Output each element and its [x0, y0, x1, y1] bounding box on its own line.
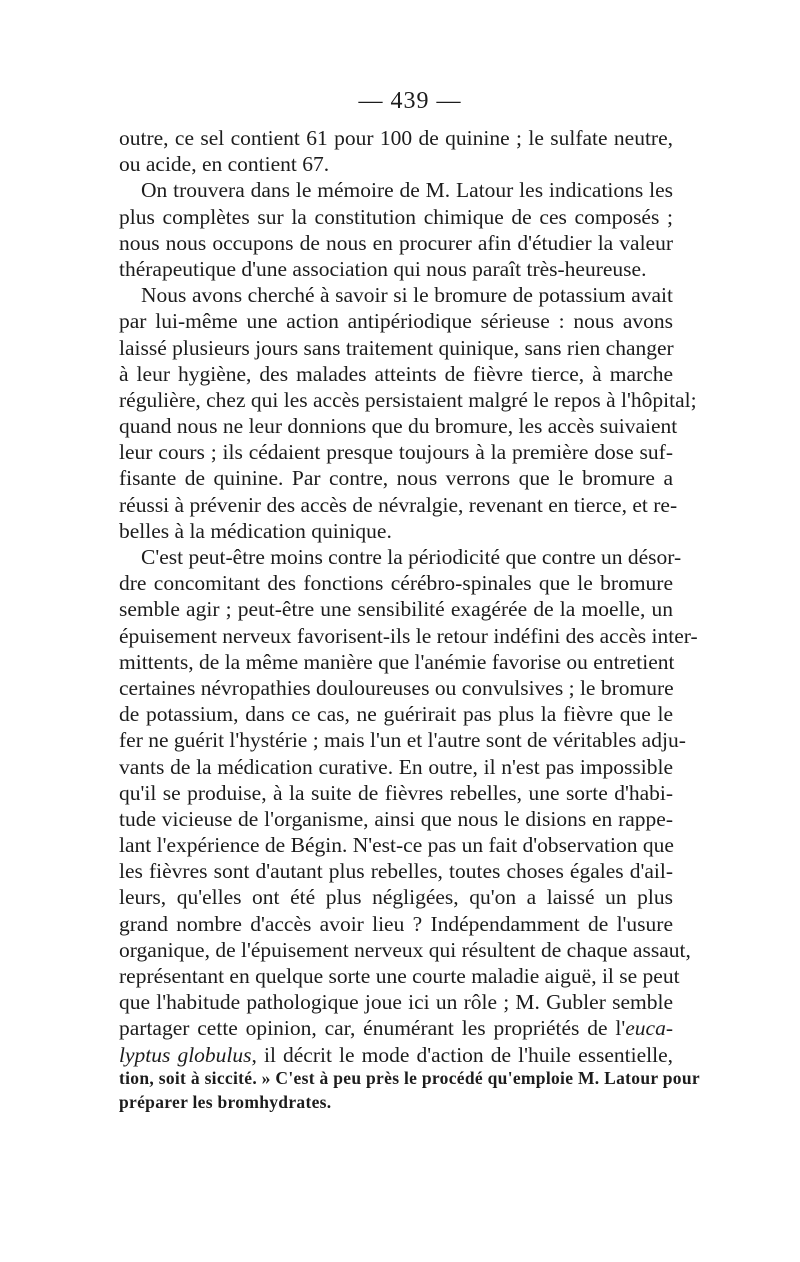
text-line: grand nombre d'accès avoir lieu ? Indépendamment de l'usure — [119, 911, 673, 936]
text-line: que l'habitude pathologique joue ici un rôle ; M. Gubler semble — [119, 990, 673, 1015]
text-line: de potassium, dans ce cas, ne guérirait pas plus la fièvre que le — [119, 702, 673, 727]
text-segment: partager cette opinion, car, énumérant les propriétés de l' — [119, 1016, 626, 1041]
text-line: lant l'expérience de Bégin. N'est-ce pas un fait d'observation que — [119, 833, 674, 858]
text-line: thérapeutique d'une association qui nous paraît très-heureuse. — [119, 256, 647, 281]
italic-term: euca- — [625, 1016, 673, 1041]
text-line: dre concomitant des fonctions cérébro-spinales que le bromure — [119, 571, 673, 596]
text-line: réussi à prévenir des accès de névralgie, revenant en tierce, et re- — [119, 492, 678, 517]
text-line: qu'il se produise, à la suite de fièvres rebelles, une sorte d'habi- — [119, 780, 673, 805]
text-line: laissé plusieurs jours sans traitement quinique, sans rien changer — [119, 335, 674, 360]
italic-term: lyptus globulus — [119, 1042, 252, 1067]
text-line: représentant en quelque sorte une courte maladie aiguë, il se peut — [119, 964, 680, 988]
text-line: régulière, chez qui les accès persistaient malgré le repos à l'hôpital; — [119, 387, 697, 412]
text-line: fisante de quinine. Par contre, nous verrons que le bromure a — [119, 466, 673, 491]
text-line: leurs, qu'elles ont été plus négligées, qu'on a laissé un plus — [119, 885, 673, 910]
text-line: vants de la médication curative. En outre, il n'est pas impossible — [119, 754, 673, 779]
text-line: semble agir ; peut-être une sensibilité exagérée de la moelle, un — [119, 597, 673, 622]
page-number: — 439 — — [358, 88, 462, 114]
text-line: On trouvera dans le mémoire de M. Latour les indications les — [141, 178, 673, 203]
text-line: par lui-même une action antipériodique sérieuse : nous avons — [119, 309, 673, 334]
text-line: fer ne guérit l'hystérie ; mais l'un et l'autre sont de véritables adju- — [119, 728, 686, 753]
text-line: belles à la médication quinique. — [119, 518, 392, 543]
main-text — [119, 125, 698, 1068]
footnote — [119, 1066, 700, 1114]
text-line: organique, de l'épuisement nerveux qui résultent de chaque assaut, — [119, 937, 691, 962]
text-line: C'est peut-être moins contre la périodicité que contre un désor- — [141, 545, 682, 569]
text-line: les fièvres sont d'autant plus rebelles, toutes choses égales d'ail- — [119, 859, 673, 884]
text-line: mittents, de la même manière que l'anémie favorise ou entretient — [119, 649, 675, 674]
text-line: à leur hygiène, des malades atteints de fièvre tierce, à marche — [119, 361, 673, 386]
text-line — [119, 1042, 673, 1068]
text-segment: , il décrit le mode d'action de l'huile essentielle, — [251, 1042, 673, 1067]
text-line — [119, 1015, 673, 1041]
text-line: leur cours ; ils cédaient presque toujours à la première dose suf- — [119, 440, 673, 465]
text-line: Nous avons cherché à savoir si le bromure de potassium avait — [141, 283, 673, 308]
text-line: ou acide, en contient 67. — [119, 152, 330, 177]
text-line: quand nous ne leur donnions que du bromure, les accès suivaient — [119, 414, 678, 439]
text-line: outre, ce sel contient 61 pour 100 de quinine ; le sulfate neutre, — [119, 126, 673, 150]
text-line: tude vicieuse de l'organisme, ainsi que nous le disions en rappe- — [119, 806, 673, 831]
text-line: nous nous occupons de nous en procurer afin d'étudier la valeur — [119, 230, 673, 255]
footnote-line: préparer les bromhydrates. — [119, 1092, 332, 1112]
text-line: épuisement nerveux favorisent-ils le retour indéfini des accès inter- — [119, 623, 698, 648]
footnote-line: tion, soit à siccité. » C'est à peu près le procédé qu'emploie M. Latour pour — [119, 1068, 700, 1088]
text-line: plus complètes sur la constitution chimique de ces composés ; — [119, 204, 673, 229]
text-line: certaines névropathies douloureuses ou convulsives ; le bromure — [119, 675, 674, 700]
